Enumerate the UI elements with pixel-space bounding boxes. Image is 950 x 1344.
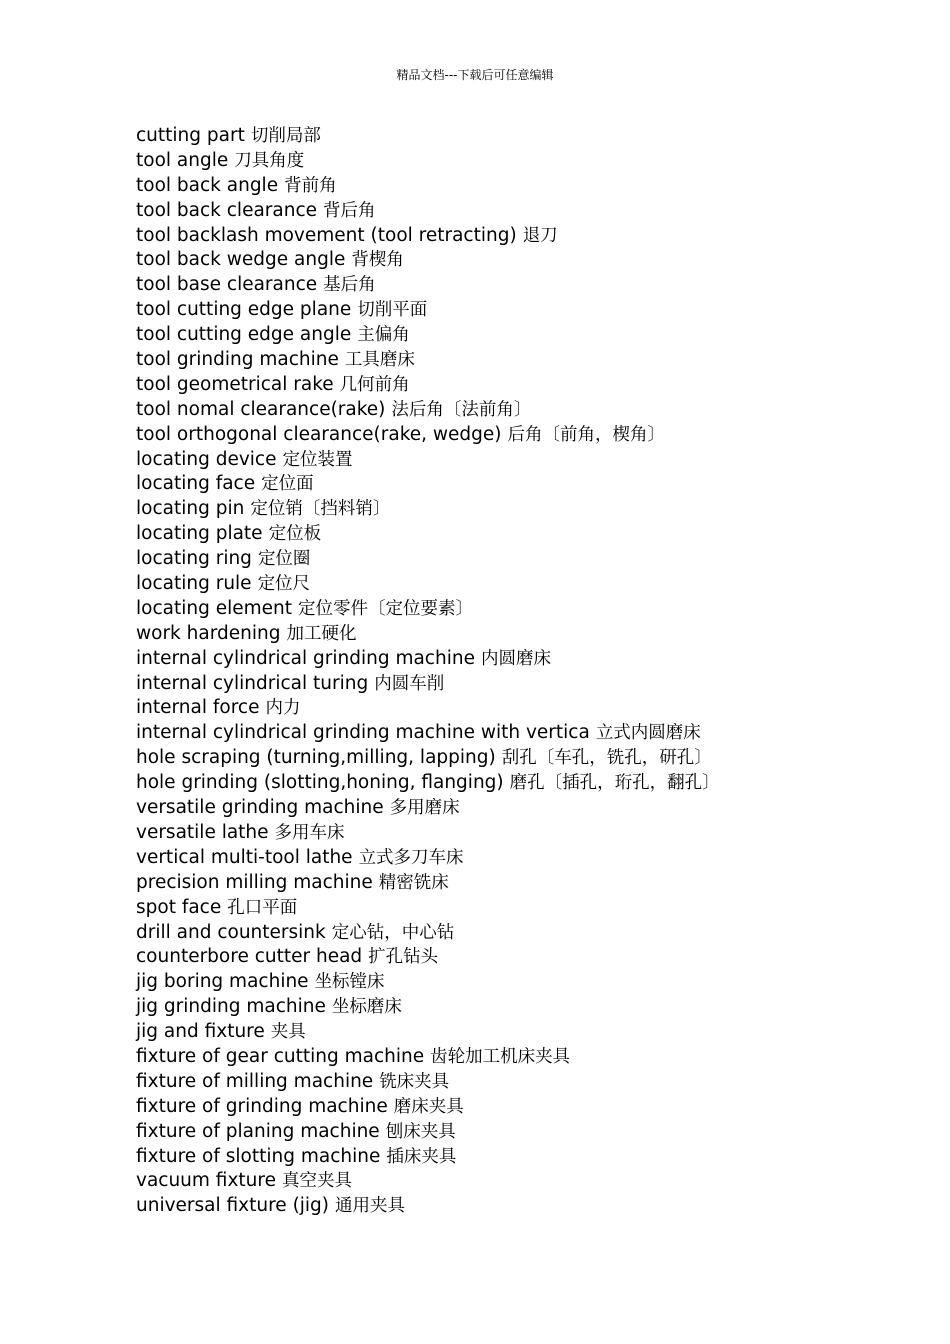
entry-term: jig and fixture	[136, 1021, 265, 1043]
entry-term: jig grinding machine	[136, 996, 326, 1018]
glossary-entry	[136, 248, 916, 273]
entry-term: tool nomal clearance(rake)	[136, 398, 386, 420]
glossary-entry	[136, 1120, 916, 1145]
entry-translation: 定位销〔挡料销〕	[250, 499, 391, 520]
glossary-entry	[136, 771, 916, 796]
entry-term: tool back angle	[136, 174, 279, 196]
glossary-entry	[136, 696, 916, 721]
entry-term: locating face	[136, 473, 256, 495]
entry-term: versatile grinding machine	[136, 797, 384, 819]
glossary-entry	[136, 174, 916, 199]
glossary-entry	[136, 796, 916, 821]
entry-term: tool angle	[136, 149, 229, 171]
entry-term: locating ring	[136, 548, 252, 570]
entry-term: vacuum fixture	[136, 1170, 276, 1192]
entry-translation: 刮孔〔车孔，铣孔，研孔〕	[501, 748, 712, 769]
glossary-entry	[136, 423, 916, 448]
glossary-entry	[136, 672, 916, 697]
entry-term: fixture of grinding machine	[136, 1095, 388, 1117]
entry-translation: 法后角〔法前角〕	[391, 399, 532, 420]
entry-term: cutting part	[136, 125, 245, 146]
glossary-entry	[136, 497, 916, 522]
entry-term: tool orthogonal clearance(rake, wedge)	[136, 423, 502, 445]
glossary-entry	[136, 224, 916, 249]
entry-translation: 加工硬化	[286, 623, 357, 644]
entry-translation: 背后角	[323, 200, 376, 221]
entry-term: tool cutting edge plane	[136, 299, 352, 321]
glossary-list	[136, 124, 916, 1219]
entry-translation: 扩孔钻头	[368, 947, 439, 968]
glossary-entry	[136, 1145, 916, 1170]
glossary-entry	[136, 622, 916, 647]
entry-translation: 夹具	[270, 1022, 306, 1043]
entry-term: fixture of planing machine	[136, 1120, 380, 1142]
entry-term: locating rule	[136, 573, 252, 595]
entry-translation: 几何前角	[339, 374, 410, 395]
glossary-entry	[136, 323, 916, 348]
glossary-entry	[136, 871, 916, 896]
entry-translation: 工具磨床	[344, 350, 415, 371]
entry-translation: 齿轮加工机床夹具	[430, 1046, 571, 1067]
entry-translation: 背前角	[284, 175, 337, 196]
glossary-entry	[136, 1070, 916, 1095]
entry-term: tool base clearance	[136, 274, 318, 296]
entry-term: tool back wedge angle	[136, 249, 346, 271]
entry-translation: 真空夹具	[281, 1171, 352, 1192]
entry-translation: 切削平面	[357, 300, 428, 321]
entry-term: hole scraping (turning,milling, lapping)	[136, 747, 496, 769]
entry-translation: 定心钻，中心钻	[331, 922, 455, 943]
entry-translation: 插床夹具	[386, 1146, 457, 1167]
entry-translation: 精密铣床	[378, 872, 449, 893]
entry-translation: 退刀	[522, 225, 558, 246]
glossary-entry	[136, 1020, 916, 1045]
glossary-entry	[136, 273, 916, 298]
glossary-entry	[136, 970, 916, 995]
entry-translation: 定位尺	[257, 574, 311, 595]
entry-term: locating element	[136, 597, 292, 619]
entry-translation: 多用磨床	[389, 798, 460, 819]
entry-translation: 背楔角	[351, 250, 404, 271]
entry-term: hole grinding (slotting,honing, flanging)	[136, 772, 504, 794]
entry-term: locating pin	[136, 498, 245, 520]
entry-term: work hardening	[136, 622, 281, 644]
glossary-entry	[136, 1194, 916, 1219]
entry-term: jig boring machine	[136, 971, 309, 993]
entry-translation: 内圆车削	[374, 673, 445, 694]
glossary-entry	[136, 522, 916, 547]
page-header: 精品文档---下载后可任意编辑	[396, 68, 554, 82]
entry-term: internal cylindrical turing	[136, 672, 369, 694]
glossary-entry	[136, 721, 916, 746]
entry-term: internal cylindrical grinding machine	[136, 647, 475, 669]
entry-term: internal cylindrical grinding machine with vertica	[136, 722, 590, 744]
entry-term: tool grinding machine	[136, 349, 339, 371]
entry-translation: 立式多刀车床	[358, 847, 464, 868]
glossary-entry	[136, 199, 916, 224]
glossary-entry	[136, 572, 916, 597]
entry-translation: 立式内圆磨床	[595, 723, 701, 744]
entry-translation: 刨床夹具	[385, 1121, 456, 1142]
glossary-entry	[136, 348, 916, 373]
glossary-entry	[136, 597, 916, 622]
entry-translation: 刀具角度	[234, 150, 305, 171]
entry-term: fixture of milling machine	[136, 1070, 374, 1092]
entry-term: tool back clearance	[136, 199, 318, 221]
glossary-entry	[136, 746, 916, 771]
entry-translation: 多用车床	[274, 822, 345, 843]
entry-term: drill and countersink	[136, 921, 326, 943]
entry-translation: 主偏角	[357, 325, 410, 346]
entry-translation: 定位板	[268, 524, 322, 545]
entry-translation: 铣床夹具	[379, 1071, 450, 1092]
entry-term: vertical multi-tool lathe	[136, 846, 353, 868]
entry-term: spot face	[136, 896, 222, 918]
glossary-entry	[136, 149, 916, 174]
glossary-entry	[136, 921, 916, 946]
glossary-entry	[136, 373, 916, 398]
entry-term: universal fixture (jig)	[136, 1195, 330, 1217]
glossary-entry	[136, 821, 916, 846]
glossary-entry	[136, 1045, 916, 1070]
entry-translation: 定位圈	[257, 549, 311, 570]
entry-translation: 后角〔前角，楔角〕	[507, 424, 665, 445]
entry-term: internal force	[136, 697, 260, 719]
entry-translation: 切削局部	[250, 126, 321, 146]
glossary-entry	[136, 896, 916, 921]
entry-term: fixture of gear cutting machine	[136, 1045, 425, 1067]
glossary-entry	[136, 472, 916, 497]
entry-term: precision milling machine	[136, 871, 373, 893]
entry-term: tool geometrical rake	[136, 373, 334, 395]
entry-translation: 坐标镗床	[314, 972, 385, 993]
entry-term: counterbore cutter head	[136, 946, 363, 968]
entry-term: versatile lathe	[136, 821, 269, 843]
glossary-entry	[136, 398, 916, 423]
glossary-entry	[136, 1169, 916, 1194]
glossary-entry	[136, 647, 916, 672]
entry-translation: 通用夹具	[335, 1196, 406, 1217]
entry-translation: 坐标磨床	[331, 997, 402, 1018]
glossary-entry	[136, 1095, 916, 1120]
entry-translation: 内力	[265, 698, 301, 719]
entry-term: locating device	[136, 448, 277, 470]
entry-term: locating plate	[136, 523, 263, 545]
glossary-entry	[136, 124, 916, 149]
entry-translation: 定位面	[261, 474, 314, 495]
entry-translation: 定位装置	[282, 449, 353, 470]
entry-translation: 磨孔〔插孔，珩孔，翻孔〕	[509, 773, 720, 794]
glossary-entry	[136, 547, 916, 572]
glossary-entry	[136, 995, 916, 1020]
entry-translation: 磨床夹具	[393, 1096, 464, 1117]
entry-term: fixture of slotting machine	[136, 1145, 381, 1167]
entry-term: tool backlash movement (tool retracting)	[136, 224, 517, 246]
entry-translation: 基后角	[323, 275, 376, 296]
entry-translation: 孔口平面	[227, 897, 298, 918]
glossary-entry	[136, 448, 916, 473]
glossary-entry	[136, 945, 916, 970]
entry-translation: 定位零件〔定位要素〕	[298, 598, 473, 619]
glossary-entry	[136, 298, 916, 323]
glossary-entry	[136, 846, 916, 871]
entry-term: tool cutting edge angle	[136, 324, 352, 346]
entry-translation: 内圆磨床	[480, 648, 551, 669]
